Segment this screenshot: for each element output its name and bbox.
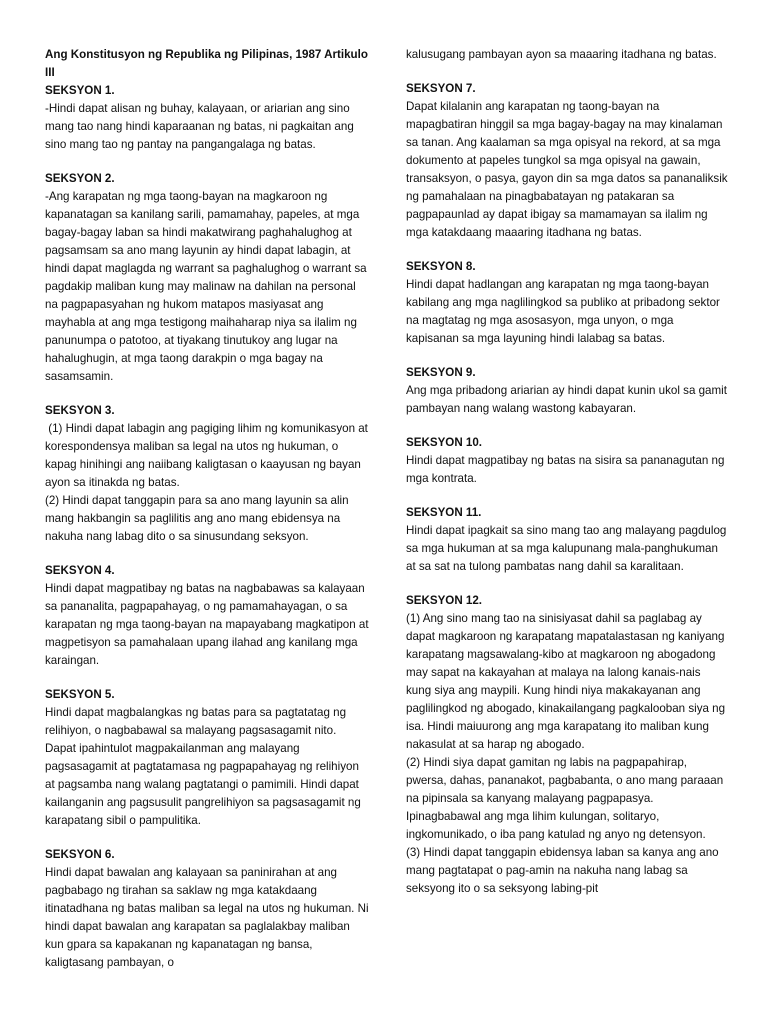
right-column xyxy=(406,0,731,914)
section-paragraph: (1) Ang sino mang tao na sinisiyasat dahil sa paglabag ay dapat magkaroon ng karapatang mapatalastasan ng kaniyang karapatang magsawalang-kibo at magkaroon ng abogadong may sapat na kakayahan at malaya na lalong kanais-nais kung siya ang maypili. Kung hindi niya makakayanan ang paglilingkod ng abogado, kinakailangang pagkalooban siya ng isa. Hindi maiuurong ang mga karapatang ito maliban kung nakasulat at sa harap ng abogado. xyxy=(406,612,729,751)
section-paragraph: Ang mga pribadong ariarian ay hindi dapat kunin ukol sa gamit pambayan nang walang wastong kabayaran. xyxy=(406,384,731,415)
section xyxy=(45,82,370,154)
section-paragraph: Hindi dapat magbalangkas ng batas para sa pagtatatag ng relihiyon, o nagbabawal sa malayang pagsasagamit nito. Dapat ipahintulot magpakailanman ang malayang pagsasagamit at pagtatamasa ng pagpapahayag ng relihiyon at pagsamba nang walang pagtatangi o pamimili. Hindi dapat kailanganin ang pagsusulit pangrelihiyon sa pagsasagamit ng karapatang sibil o pampulitika. xyxy=(45,706,365,827)
section-paragraph: Hindi dapat hadlangan ang karapatan ng mga taong-bayan kabilang ang mga naglilingkod sa publiko at pribadong sektor na magtatag ng mga asosasyon, mga unyon, o mga kapisanan sa mga layuning hindi lalabag sa batas. xyxy=(406,278,724,345)
section-paragraph: Hindi dapat magpatibay ng batas na nagbabawas sa kalayaan sa pananalita, pagpapahayag, o ng pamamahayagan, o sa karapatan ng mga taong-bayan na mapayabang magkatipon at magpetisyon sa pamahalaan upang ilahad ang kanilang mga karaingan. xyxy=(45,582,372,667)
section-heading: SEKSYON 2. xyxy=(45,172,115,185)
section-paragraph: Hindi dapat bawalan ang kalayaan sa paninirahan at ang pagbabago ng tirahan sa saklaw ng mga katakdaang itinatadhana ng batas maliban sa legal na utos ng hukuman. Ni hindi dapat bawalan ang karapatan sa paglalakbay maliban kun gpara sa kapakanan ng kapanatagan ng bansa, kaligtasang pambayan, o xyxy=(45,866,372,969)
section xyxy=(406,46,728,64)
section-paragraph: (1) Hindi dapat labagin ang pagiging lihim ng komunikasyon at korespondensya maliban sa legal na utos ng hukuman, o kapag hinihingi ang naiibang kaligtasan o kaayusan ng bayan ayon sa itinakda ng batas. xyxy=(45,422,372,489)
left-column xyxy=(45,0,370,988)
section-paragraph: -Hindi dapat alisan ng buhay, kalayaan, or ariarian ang sino mang tao nang hindi kaparaanan ng batas, ni pagkaitan ang sino mang tao ng pantay na pangangalaga ng batas. xyxy=(45,102,357,151)
section xyxy=(45,686,370,830)
section-heading: SEKSYON 7. xyxy=(406,82,476,95)
section-heading: SEKSYON 6. xyxy=(45,848,115,861)
section xyxy=(406,364,731,418)
section-paragraph: Hindi dapat ipagkait sa sino mang tao ang malayang pagdulog sa mga hukuman at sa mga kalupunang mala-panghukuman at sa sat na tulong pambatas nang dahil sa karalitaan. xyxy=(406,524,730,573)
section-paragraph: (2) Hindi dapat tanggapin para sa ano mang layunin sa alin mang hakbangin sa paglilitis ang ano mang ebidensya na nakuha nang labag dito o sa sinusundang seksyon. xyxy=(45,494,352,543)
right-sections xyxy=(406,46,731,898)
section xyxy=(406,80,731,242)
document-title: Ang Konstitusyon ng Republika ng Pilipinas, 1987 Artikulo III xyxy=(45,48,368,79)
section-paragraph: -Ang karapatan ng mga taong-bayan na magkaroon ng kapanatagan sa kanilang sarili, pamamahay, papeles, at mga bagay-bagay laban sa hindi makatwirang paghahalughog at pagsamsam sa ano mang layunin ay hindi dapat labagin, at hindi dapat maglagda ng warrant sa paghalughog o warrant sa pagdakip maliban kung may malinaw na dahilan na personal na pagpapasyahan ng hukom matapos masiyasat ang mayhabla at ang mga testigong maihaharap niya sa ilalim ng panunumpa o patotoo, at tiyakang tinutukoy ang lugar na hahalughugin, at mga taong darakpin o mga bagay na sasamsamin. xyxy=(45,190,370,383)
section-paragraph: (2) Hindi siya dapat gamitan ng labis na pagpapahirap, pwersa, dahas, pananakot, pagbabanta, o ano mang paraaan na pipinsala sa kanyang malayang pagpapasya. Ipinagbabawal ang mga lihim kulungan, solitaryo, ingkomunikado, o iba pang katulad ng anyo ng detensyon. xyxy=(406,756,727,841)
section-heading: SEKSYON 1. xyxy=(45,84,115,97)
section xyxy=(45,170,370,386)
section-paragraph: (3) Hindi dapat tanggapin ebidensya laban sa kanya ang ano mang pagtatapat o pag-amin na nakuha nang labag sa seksyong ito o sa seksyong labing-pit xyxy=(406,846,722,895)
left-sections xyxy=(45,82,370,972)
section-heading: SEKSYON 3. xyxy=(45,404,115,417)
section xyxy=(45,846,370,972)
section-heading: SEKSYON 10. xyxy=(406,436,483,449)
section xyxy=(45,562,370,670)
section-paragraph: Hindi dapat magpatibay ng batas na sisira sa pananagutan ng mga kontrata. xyxy=(406,454,728,485)
section xyxy=(45,402,370,546)
section-heading: SEKSYON 12. xyxy=(406,594,483,607)
section-paragraph: kalusugang pambayan ayon sa maaaring itadhana ng batas. xyxy=(406,48,717,61)
section-heading: SEKSYON 11. xyxy=(406,506,482,519)
section xyxy=(406,258,728,348)
section xyxy=(406,434,728,488)
section-heading: SEKSYON 8. xyxy=(406,260,476,273)
section xyxy=(406,592,728,898)
section xyxy=(406,504,728,576)
section-paragraph: Dapat kilalanin ang karapatan ng taong-bayan na mapagbatiran hinggil sa mga bagay-bagay na may kinalaman sa tanan. Ang kaalaman sa mga opisyal na rekord, at sa mga dokumento at papeles tungkol sa mga opisyal na gawain, transaksyon, o pasya, gayon din sa mga datos sa pananaliksik ng pamahalaan na pinagbabatayan ng patakaran sa pagpapaunlad ay dapat ibigay sa mamamayan sa ilalim ng mga katakdaang maaaring itadhana ng batas. xyxy=(406,100,731,239)
section-heading: SEKSYON 5. xyxy=(45,688,115,701)
section-heading: SEKSYON 4. xyxy=(45,564,115,577)
section-heading: SEKSYON 9. xyxy=(406,366,476,379)
